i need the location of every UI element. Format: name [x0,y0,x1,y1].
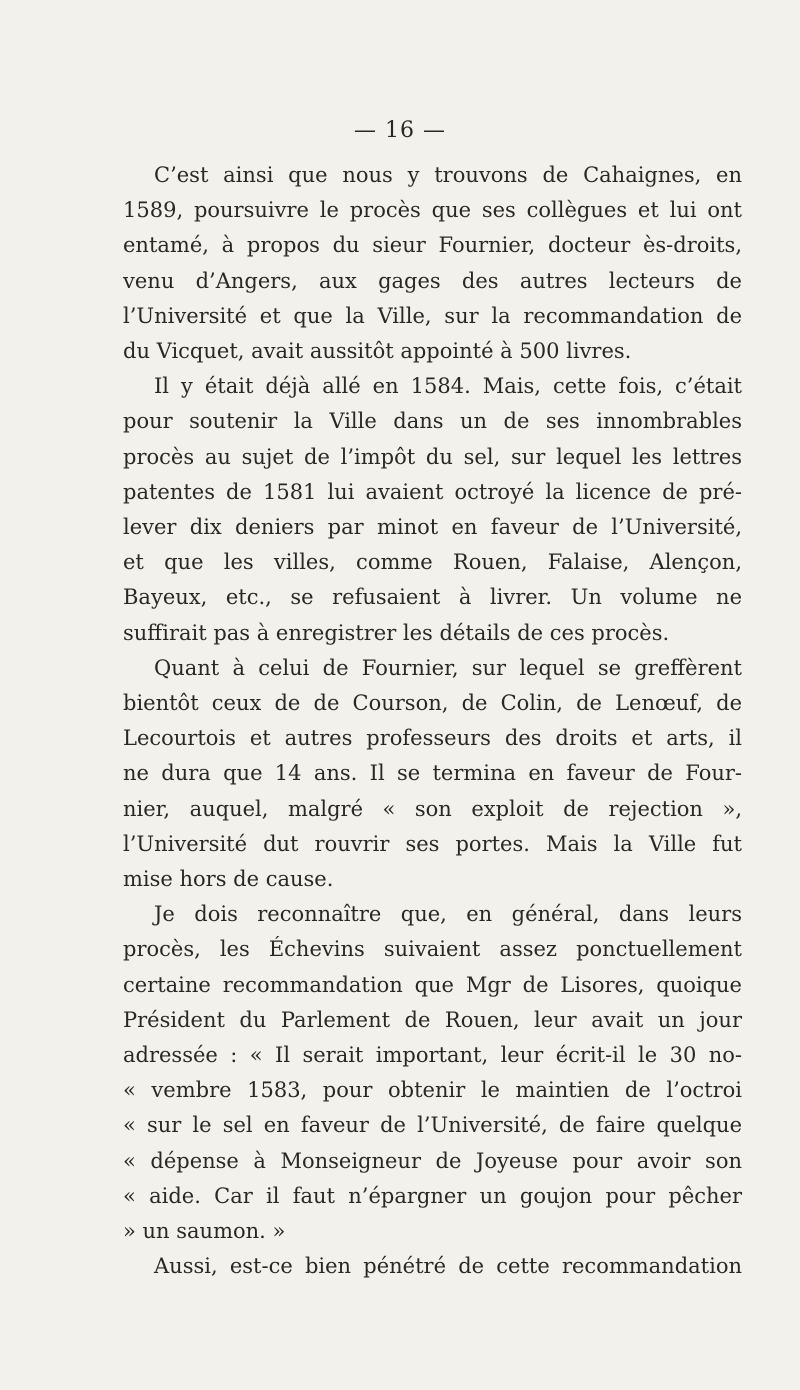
text-line: du Vicquet, avait aussitôt appointé à 500 livres. [123,339,632,364]
body-text [123,158,742,1285]
text-line: « sur le sel en faveur de l’Université, de faire quelque [123,1113,742,1138]
text-line: entamé, à propos du sieur Fournier, docteur ès-droits, [123,233,742,258]
text-line: » un saumon. » [123,1219,286,1244]
text-line: certaine recommandation que Mgr de Lisores, quoique [123,972,742,997]
text-line: « dépense à Monseigneur de Joyeuse pour avoir son [123,1148,742,1173]
text-line: Je dois reconnaître que, en général, dans leurs [154,902,742,927]
page-number: — 16 — [354,118,446,143]
text-line: venu d’Angers, aux gages des autres lecteurs de [123,268,742,293]
text-line: Quant à celui de Fournier, sur lequel se greffèrent [154,655,742,680]
text-line: C’est ainsi que nous y trouvons de Cahaignes, en [154,163,742,187]
text-line: bientôt ceux de de Courson, de Colin, de Lenœuf, de [123,691,742,716]
text-line: « aide. Car il faut n’épargner un goujon pour pêcher [123,1183,742,1208]
text-line: Lecourtois et autres professeurs des droits et arts, il [123,726,742,751]
text-line: Il y était déjà allé en 1584. Mais, cette fois, c’était [154,374,742,399]
text-line: suffirait pas à enregistrer les détails de ces procès. [123,620,670,645]
text-line: Bayeux, etc., se refusaient à livrer. Un volume ne [123,585,742,610]
text-line: procès au sujet de l’impôt du sel, sur lequel les lettres [123,444,742,469]
text-line: Aussi, est-ce bien pénétré de cette recommandation [154,1254,742,1279]
text-line: patentes de 1581 lui avaient octroyé la licence de pré- [123,479,742,504]
text-line: « vembre 1583, pour obtenir le maintien de l’octroi [123,1078,742,1103]
text-line: mise hors de cause. [123,867,334,892]
text-line: nier, auquel, malgré « son exploit de rejection », [123,796,742,821]
text-line: adressée : « Il serait important, leur écrit-il le 30 no- [123,1043,742,1068]
text-line: lever dix deniers par minot en faveur de l’Université, [123,515,742,540]
text-line: Président du Parlement de Rouen, leur avait un jour [123,1007,742,1032]
text-line: ne dura que 14 ans. Il se termina en faveur de Four- [123,761,742,786]
text-line: procès, les Échevins suivaient assez ponctuellement [123,937,742,962]
text-line: pour soutenir la Ville dans un de ses innombrables [123,409,742,434]
text-line: et que les villes, comme Rouen, Falaise, Alençon, [123,550,742,575]
text-line: 1589, poursuivre le procès que ses collègues et lui ont [123,198,742,223]
text-line: l’Université et que la Ville, sur la recommandation de [123,303,742,328]
text-line: l’Université dut rouvrir ses portes. Mais la Ville fut [123,831,742,856]
